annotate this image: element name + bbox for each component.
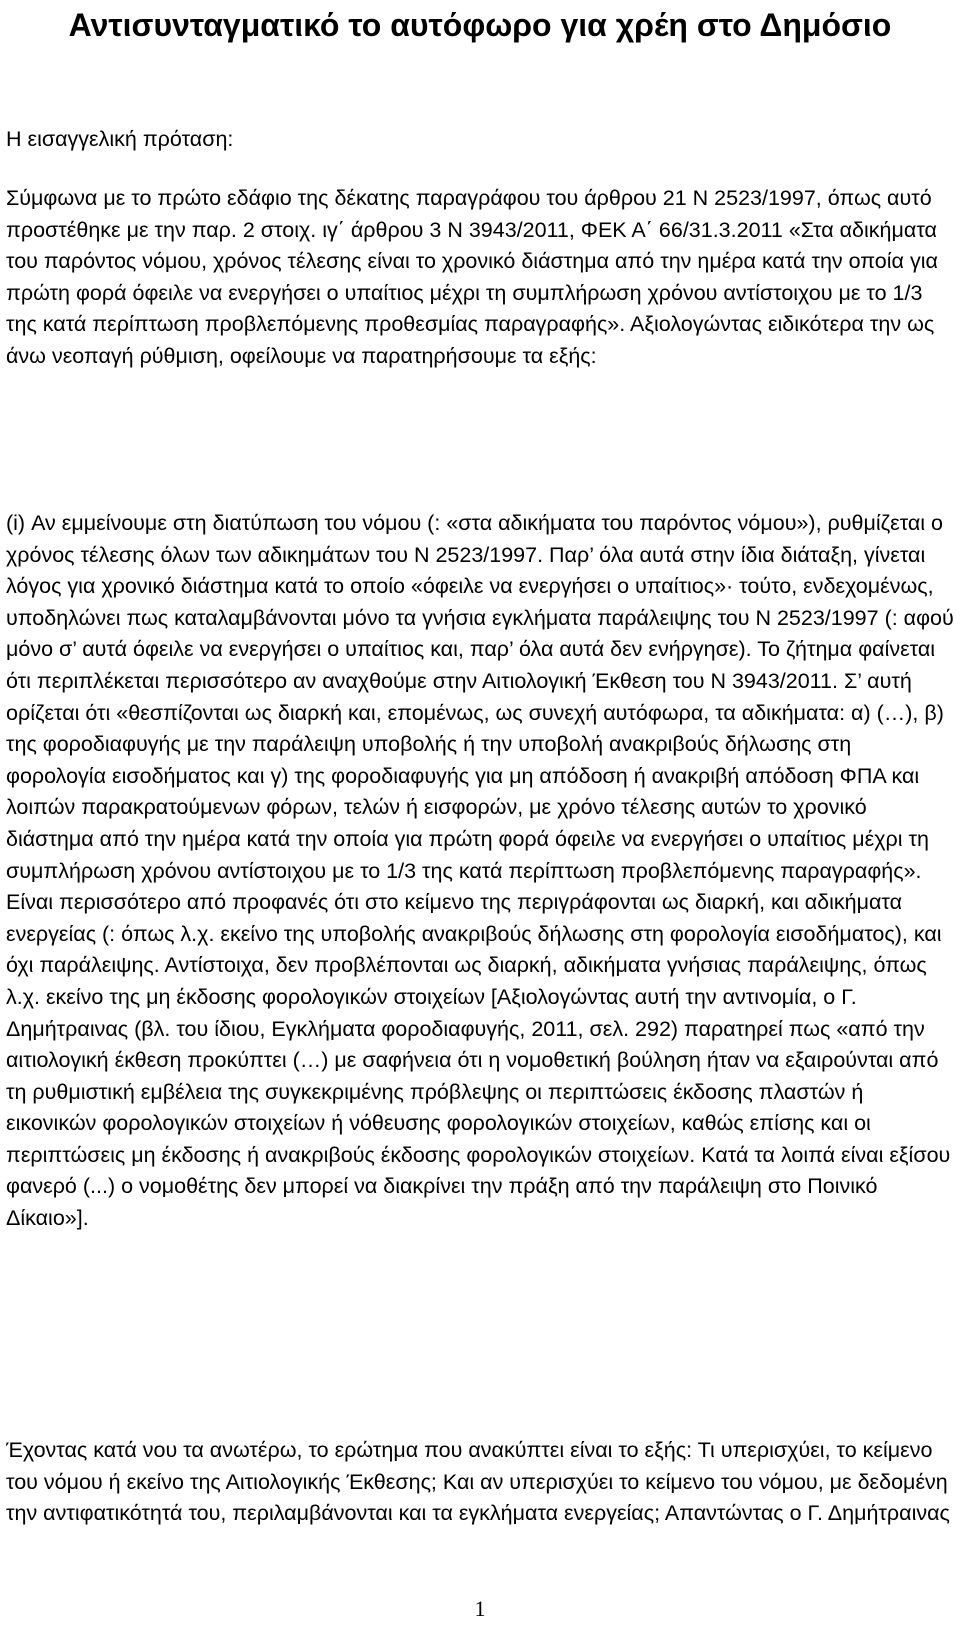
page-number: 1 [474, 1596, 486, 1621]
document-title: Αντισυνταγματικό το αυτόφωρο για χρέη στο Δημόσιο [68, 7, 892, 43]
body-paragraph-2: (i) Αν εμμείνουμε στη διατύπωση του νόμου (: «στα αδικήματα του παρόντος νόμου»), ρυθμίζεται ο χρόνος τέλεσης όλων των αδικημάτων του Ν 2523/1997. Παρ’ όλα αυτά στην ίδια διάταξη, γίνεται λόγος για χρονικό διάστημα κατά το οποίο «όφειλε να ενεργήσει ο υπαίτιος»· τούτο, ενδεχομένως, υποδηλώνει πως καταλαμβάνονται μόνο τα γνήσια εγκλήματα παράλειψης του Ν 2523/1997 (: αφού μόνο σ’ αυτά όφειλε να ενεργήσει ο υπαίτιος και, παρ’ όλα αυτά δεν ενήργησε). Το ζήτημα φαίνεται ότι περιπλέκεται περισσότερο αν αναχθούμε στην Αιτιολογική Έκθεση του Ν 3943/2011. Σ’ αυτή ορίζεται ότι «θεσπίζονται ως διαρκή και, επομένως, ως συνεχή αυτόφωρα, τα αδικήματα: α) (…), β) της φοροδιαφυγής με την παράλειψη υποβολής ή την υποβολή ανακριβούς δήλωσης στη φορολογία εισοδήματος και γ) της φοροδιαφυγής για μη απόδοση ή ανακριβή απόδοση ΦΠΑ και λοιπών παρακρατούμενων φόρων, τελών ή εισφορών, με χρόνο τέλεσης αυτών το χρονικό διάστημα από την ημέρα κατά την οποία για πρώτη φορά όφειλε να ενεργήσει ο υπαίτιος μέχρι τη συμπλήρωση χρόνου αντίστοιχου με το 1/3 της κατά περίπτωση προβλεπόμενης παραγραφής». Είναι περισσότερο από προφανές ότι στο κείμενο της περιγράφονται ως διαρκή, και αδικήματα ενεργείας (: όπως λ.χ. εκείνο της υποβολής ανακριβούς δήλωσης στη φορολογία εισοδήματος), και όχι παράλειψης. Αντίστοιχα, δεν προβλέπονται ως διαρκή, αδικήματα γνήσιας παράλειψης, όπως λ.χ. εκείνο της μη έκδοσης φορολογικών στοιχείων [Αξιολογώντας αυτή την αντινομία, ο Γ. Δημήτραινας (βλ. του ίδιου, Εγκλήματα φοροδιαφυγής, 2011, σελ. 292) παρατηρεί πως «από την αιτιολογική έκθεση προκύπτει (…) με σαφήνεια ότι η νομοθετική βούληση ήταν να εξαιρούνται από τη ρυθμιστική εμβέλεια της συγκεκριμένης πρόβλεψης οι περιπτώσεις έκδοσης πλαστών ή εικονικών φορολογικών στοιχείων ή νόθευσης φορολογικών στοιχείων, καθώς επίσης και οι περιπτώσεις μη έκδοσης ή ανακριβούς έκδοσης φορολογικών στοιχείων. Κατά τα λοιπά είναι εξίσου φανερό (...) ο νομοθέτης δεν μπορεί να διακρίνει την πράξη από την παράλειψη στο Ποινικό Δίκαιο»]. [6, 511, 954, 1231]
body-paragraph-3: Έχοντας κατά νου τα ανωτέρω, το ερώτημα που ανακύπτει είναι το εξής: Τι υπερισχύει, το κείμενο του νόμου ή εκείνο της Αιτιολογικής Έκθεσης; Και αν υπερισχύει το κείμενο του νόμου, με δεδομένη την αντιφατικότητά του, περιλαμβάνονται και τα εγκλήματα ενεργείας; Απαντώντας ο Γ. Δημήτραινας [6, 1438, 950, 1526]
section-subheading: Η εισαγγελική πρόταση: [6, 127, 234, 151]
body-paragraph-1: Σύμφωνα με το πρώτο εδάφιο της δέκατης παραγράφου του άρθρου 21 Ν 2523/1997, όπως αυτό προστέθηκε με την παρ. 2 στοιχ. ιγ΄ άρθρου 3 Ν 3943/2011, ΦΕΚ Α΄ 66/31.3.2011 «Στα αδικήματα του παρόντος νόμου, χρόνος τέλεσης είναι το χρονικό διάστημα από την ημέρα κατά την οποία για πρώτη φορά όφειλε να ενεργήσει ο υπαίτιος μέχρι τη συμπλήρωση χρόνου αντίστοιχου με το 1/3 της κατά περίπτωση προβλεπόμενης προθεσμίας παραγραφής». Αξιολογώντας ειδικότερα την ως άνω νεοπαγή ρύθμιση, οφείλουμε να παρατηρήσουμε τα εξής: [6, 186, 938, 368]
